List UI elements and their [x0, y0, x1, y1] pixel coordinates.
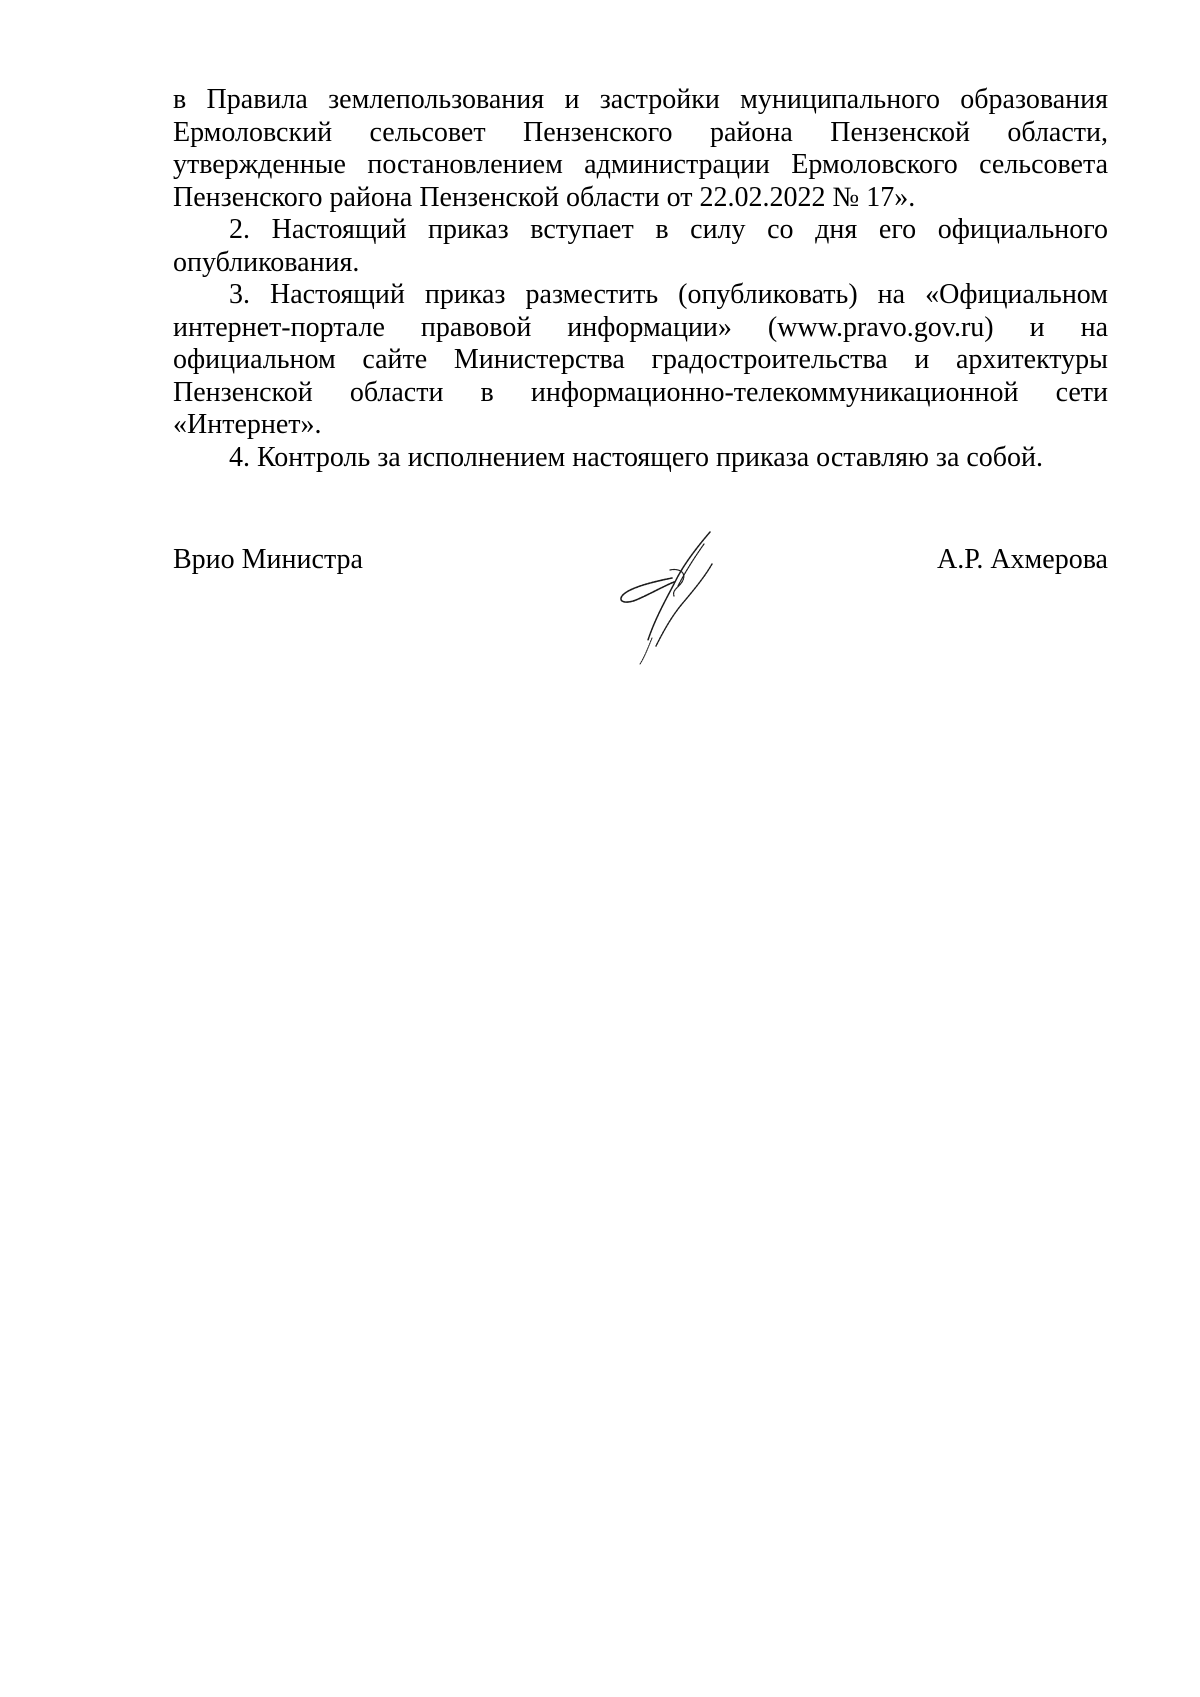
paragraph-item-3: 3. Настоящий приказ разместить (опубликовать) на «Официальном интернет-портале правовой информации» (www.pravo.gov.ru) и на официальном сайте Министерства градостроительства и архитектуры Пензенской области в информационно-телекоммуникационной сети «Интернет».	[173, 279, 1108, 440]
document-body	[173, 84, 1108, 474]
paragraph-item-4: 4. Контроль за исполнением настоящего приказа оставляю за собой.	[229, 441, 1044, 473]
handwritten-signature-icon	[612, 530, 732, 670]
paragraph-item-2: 2. Настоящий приказ вступает в силу со дня его официального опубликования.	[173, 214, 1108, 278]
signatory-position: Врио Министра	[173, 544, 363, 575]
paragraph-continuation: в Правила землепользования и застройки муниципального образования Ермоловский сельсовет Пензенского района Пензенской области, утвержденные постановлением администрации Ермоловского сельсовета Пензенского района Пензенской области от 22.02.2022 № 17».	[173, 84, 1108, 213]
signatory-name: А.Р. Ахмерова	[937, 544, 1108, 575]
